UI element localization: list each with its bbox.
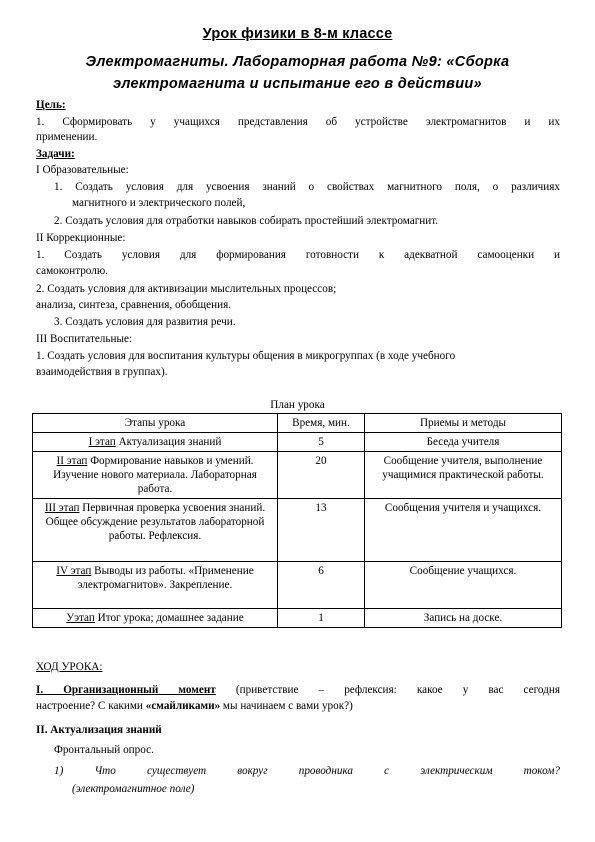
lesson-subtitle-line1: Электромагниты. Лабораторная работа №9: «Сборка <box>85 54 510 70</box>
tasks-edu-2: 2. Создать условия для отработки навыков собирать простейший электромагнит. <box>54 215 439 227</box>
course-s1-line2 <box>36 699 353 713</box>
lesson-plan-table <box>32 413 562 628</box>
stage-label: Уэтап <box>66 612 95 624</box>
stage-text: Итог урока; домашнее задание <box>94 612 244 624</box>
plan-stage-cell <box>33 433 278 452</box>
tasks-corr-2b: анализа, синтеза, сравнения, обобщения. <box>36 299 232 311</box>
tasks-corr-3: 3. Создать условия для развития речи. <box>54 316 236 328</box>
table-row <box>33 452 562 499</box>
tasks-label: Задачи: <box>36 148 75 160</box>
course-s2-heading: II. Актуализация знаний <box>36 724 162 736</box>
stage-label: I этап <box>88 436 116 448</box>
plan-stage-cell <box>33 609 278 628</box>
plan-methods-cell: Запись на доске. <box>365 609 562 628</box>
tasks-corr-1b: самоконтролю. <box>36 265 108 277</box>
course-s1-text-a: настроение? С какими <box>36 700 146 712</box>
tasks-corr-2: 2. Создать условия для активизации мыслительных процессов; <box>36 283 337 295</box>
tasks-vosp-1a: 1. Создать условия для воспитания культуры общения в микрогруппах (в ходе учебного <box>36 350 456 362</box>
course-question-1-answer: (электромагнитное поле) <box>72 783 195 795</box>
goal-line2: применении. <box>36 131 98 143</box>
lesson-title: Урок физики в 8-м классе <box>202 26 393 42</box>
stage-label: IV этап <box>56 565 92 577</box>
tasks-corr-1a: 1. Создать условия для формирования готовности к адекватной самооценки и <box>36 249 560 261</box>
tasks-edu-label: I Образовательные: <box>36 164 129 176</box>
goal-label: Цель: <box>36 99 66 111</box>
course-question-1: 1) Что существует вокруг проводника с электрическим током? <box>54 765 560 777</box>
table-row <box>33 433 562 452</box>
tasks-edu-1b: магнитного и электрического полей, <box>72 197 246 209</box>
plan-methods-cell: Сообщения учителя и учащихся. <box>365 499 562 562</box>
table-row <box>33 562 562 609</box>
stage-label: II этап <box>56 455 88 467</box>
stage-label: III этап <box>44 502 80 514</box>
course-s1-rest: (приветствие – рефлексия: какое у вас сегодня <box>215 684 560 696</box>
tasks-corr-label: II Коррекционные: <box>36 232 126 244</box>
plan-stage-cell <box>33 452 278 499</box>
table-row <box>33 499 562 562</box>
lesson-subtitle-line2: электромагнита и испытание его в действии» <box>113 76 482 92</box>
stage-text: Актуализация знаний <box>115 436 222 448</box>
plan-stage-cell <box>33 562 278 609</box>
plan-methods-cell: Сообщение учащихся. <box>365 562 562 609</box>
stage-text: Первичная проверка усвоения знаний. Общее обсуждение результатов лабораторной работы. Рефлексия. <box>45 502 266 542</box>
lesson-subtitle <box>0 51 595 95</box>
tasks-vosp-1b: взаимодействия в группах). <box>36 366 168 378</box>
plan-methods-cell: Беседа учителя <box>365 433 562 452</box>
plan-methods-cell: Сообщение учителя, выполнение учащимися практической работы. <box>365 452 562 499</box>
course-label: ХОД УРОКА: <box>36 661 103 673</box>
course-s2-sub: Фронтальный опрос. <box>54 744 154 756</box>
goal-line1: 1. Сформировать у учащихся представления об устройстве электромагнитов и их <box>36 116 560 128</box>
plan-time-cell: 6 <box>278 562 365 609</box>
plan-header-methods: Приемы и методы <box>365 414 562 433</box>
plan-time-cell: 20 <box>278 452 365 499</box>
table-row <box>33 609 562 628</box>
plan-stage-cell <box>33 499 278 562</box>
plan-header-time: Время, мин. <box>278 414 365 433</box>
plan-caption: План урока <box>270 399 325 411</box>
plan-time-cell: 5 <box>278 433 365 452</box>
course-s1-smileys: «смайликами» <box>145 700 221 712</box>
plan-header-row <box>33 414 562 433</box>
course-s1-line1 <box>36 683 560 697</box>
plan-time-cell: 13 <box>278 499 365 562</box>
course-s1-text-c: мы начинаем с вами урок?) <box>220 700 353 712</box>
plan-header-stage: Этапы урока <box>33 414 278 433</box>
course-s1-heading: I. Организационный момент <box>36 684 216 696</box>
tasks-vosp-label: III Воспитательные: <box>36 333 133 345</box>
plan-time-cell: 1 <box>278 609 365 628</box>
tasks-edu-1a: 1. Создать условия для усвоения знаний о свойствах магнитного поля, о различиях <box>54 181 560 193</box>
stage-text: Выводы из работы. «Применение электромагнитов». Закрепление. <box>77 565 254 591</box>
stage-text: Формирование навыков и умений. Изучение нового материала. Лабораторная работа. <box>53 455 257 495</box>
